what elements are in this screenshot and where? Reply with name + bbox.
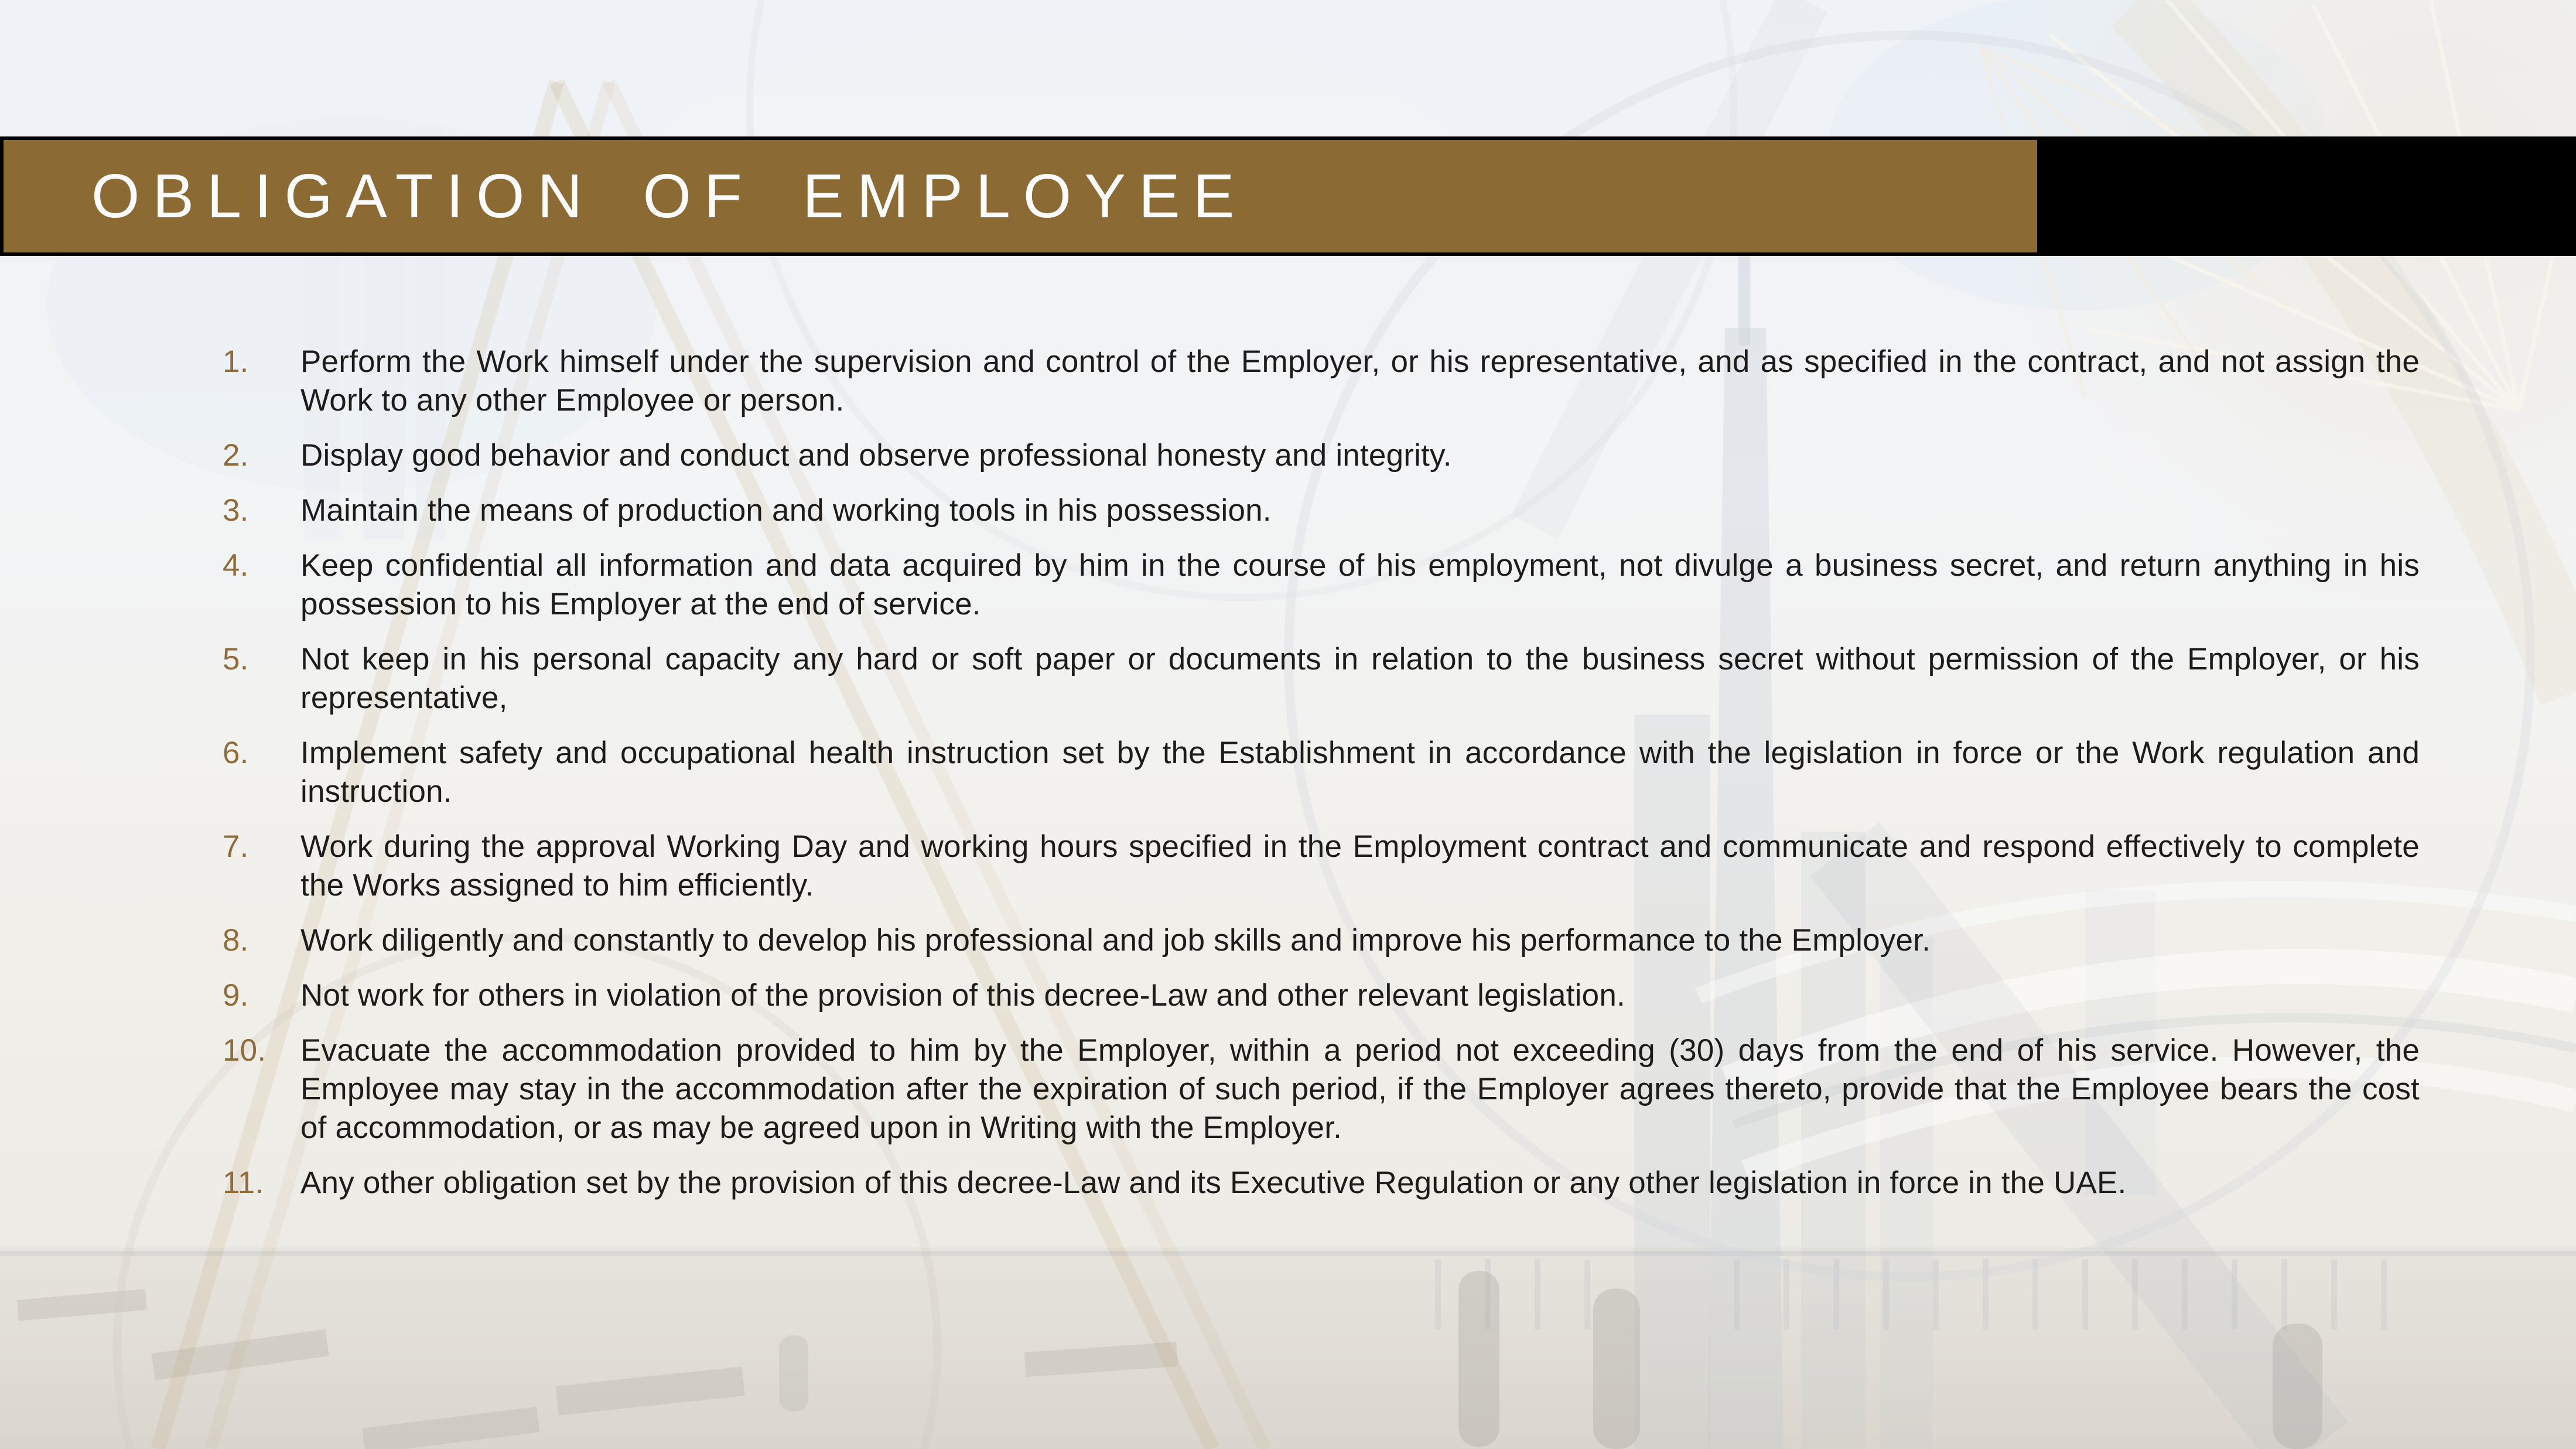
list-item-number: 7. xyxy=(223,829,249,864)
list-item-text: Work during the approval Working Day and working hours specified in the Employment contract and communicate and respond effectively to complete the Works assigned to him efficiently. xyxy=(300,829,2420,903)
list-item-number: 11. xyxy=(223,1166,264,1200)
list-item-text: Display good behavior and conduct and observe professional honesty and integrity. xyxy=(300,438,1452,473)
list-item-number: 3. xyxy=(223,493,249,528)
list-item xyxy=(223,1164,2420,1202)
list-item xyxy=(223,640,2420,717)
list-item-number: 9. xyxy=(223,978,249,1013)
list-item xyxy=(223,976,2420,1015)
list-item-text: Keep confidential all information and data acquired by him in the course of his employment, not divulge a business secret, and return anything in his possession to his Employer at the end of service. xyxy=(300,548,2420,621)
list-item-text: Perform the Work himself under the supervision and control of the Employer, or his representative, and as specified in the contract, and not assign the Work to any other Employee or person. xyxy=(300,344,2420,418)
obligations-list xyxy=(0,343,2576,1219)
list-item xyxy=(223,343,2420,420)
list-item-number: 6. xyxy=(223,736,249,770)
list-item-text: Not keep in his personal capacity any hard or soft paper or documents in relation to the business secret without permission of the Employer, or his representative, xyxy=(300,642,2420,715)
list-item-number: 4. xyxy=(223,548,249,583)
title-bar xyxy=(0,136,2576,256)
list-item xyxy=(223,436,2420,475)
title-bar-panel xyxy=(4,140,2037,252)
list-item xyxy=(223,921,2420,960)
list-item-text: Any other obligation set by the provision of this decree-Law and its Executive Regulation or any other legislation in force in the UAE. xyxy=(300,1166,2127,1200)
list-item-number: 1. xyxy=(223,344,249,379)
list-item-number: 8. xyxy=(223,923,249,958)
list-item-text: Work diligently and constantly to develop his professional and job skills and improve his performance to the Employer. xyxy=(300,923,1931,958)
list-item-number: 5. xyxy=(223,642,249,676)
list-item xyxy=(223,828,2420,905)
list-item xyxy=(223,734,2420,811)
list-item-number: 10. xyxy=(223,1033,267,1068)
list-item-text: Evacuate the accommodation provided to him by the Employer, within a period not exceeding (30) days from the end of his service. However, the Employee may stay in the accommodation after the expiration of such period, if the Employer agrees thereto, provide that the Employee bears the cost of accommodation, or as may be agreed upon in Writing with the Employer. xyxy=(300,1033,2420,1145)
list-item xyxy=(223,546,2420,624)
list-item xyxy=(223,1031,2420,1147)
page-title: OBLIGATION OF EMPLOYEE xyxy=(91,161,1248,231)
list-item xyxy=(223,491,2420,530)
list-item-text: Implement safety and occupational health instruction set by the Establishment in accordance with the legislation in force or the Work regulation and instruction. xyxy=(300,736,2420,809)
list-item-text: Not work for others in violation of the provision of this decree-Law and other relevant legislation. xyxy=(300,978,1625,1013)
list-item-text: Maintain the means of production and working tools in his possession. xyxy=(300,493,1272,528)
list-item-number: 2. xyxy=(223,438,249,473)
